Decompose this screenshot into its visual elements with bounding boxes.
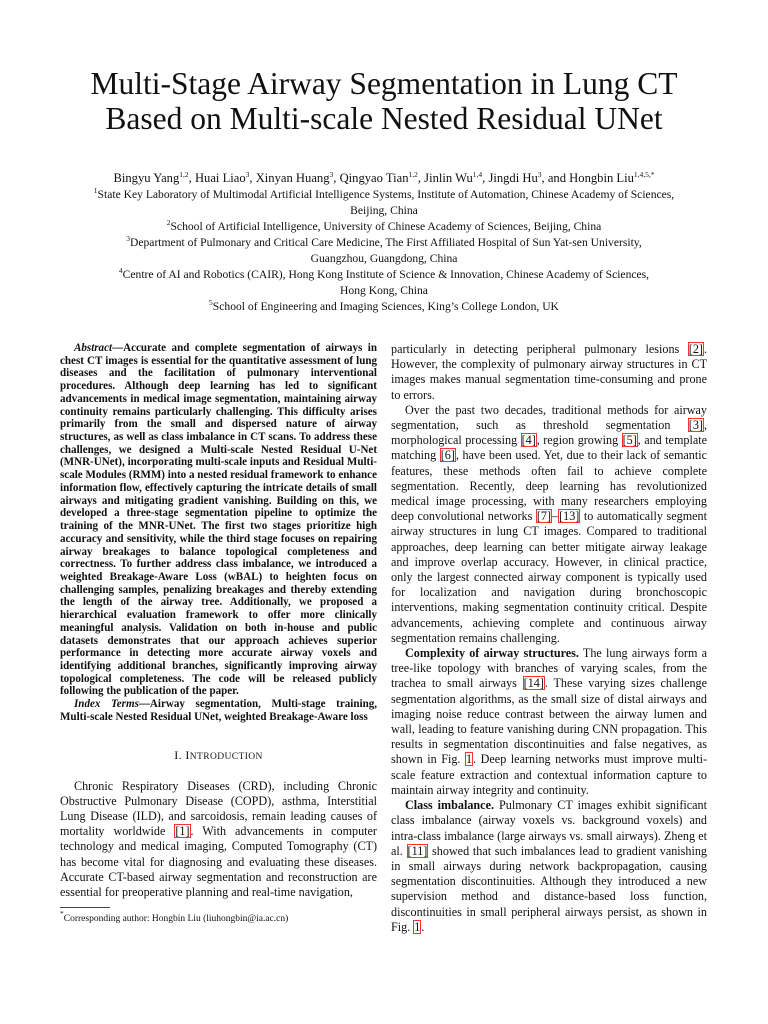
body-text: showed that such imbalances lead to gradient vanishing in small airways during network backpropagation, causing segmentation discontinuities. Although they introduced a new supervision method and distance-based loss function, discontinuities in small peripheral airways persist, as shown in Fig. xyxy=(391,843,707,934)
affiliation-text: Guangzhou, Guangdong, China xyxy=(310,251,458,265)
abstract xyxy=(60,342,377,698)
citation-link[interactable]: [3] xyxy=(688,418,703,433)
figure-link[interactable]: 1 xyxy=(466,752,473,767)
citation-link[interactable]: [5] xyxy=(622,433,637,448)
author-name: Bingyu Yang xyxy=(113,171,180,185)
body-text: . These varying sizes challenge segmentation algorithms, as the small size of distal airways and imaging noise reduce contrast between the airway lumen and wall, leading to feature vanishing during CNN propagation. This results in segmentation discontinuities and false negatives, as shown in Fig. xyxy=(391,676,707,767)
affiliation-text: Beijing, China xyxy=(350,203,418,217)
affiliation-text: School of Artificial Intelligence, University of Chinese Academy of Sciences, Beijing, China xyxy=(170,220,602,233)
author-list xyxy=(20,171,748,186)
left-column xyxy=(60,342,377,900)
author-separator: , and xyxy=(541,171,570,185)
affiliation-number: 4 xyxy=(118,266,123,275)
author-separator: , xyxy=(249,171,256,185)
index-terms-dash: — xyxy=(138,698,150,711)
paragraph-heading: Class imbalance. xyxy=(405,798,494,813)
abstract-dash: — xyxy=(112,342,124,354)
citation-link[interactable]: [14] xyxy=(523,676,544,691)
body-text: The lung airways form a tree-like topology with branches of varying scales, from the trachea to small airways xyxy=(391,646,707,691)
author-name: Jingdi Hu xyxy=(488,171,538,185)
author-affil-mark: 1,4,5,* xyxy=(633,170,655,179)
section-number: I. xyxy=(174,747,182,762)
author-name: Qingyao Tian xyxy=(339,171,409,185)
body-text: , morphological processing xyxy=(391,418,707,448)
citation-link[interactable]: [2] xyxy=(688,342,703,356)
abstract-text: Accurate and complete segmentation of airways in chest CT images is essential for the quantitative assessment of lung diseases and the facilitation of pulmonary interventional procedures. Although deep learning has led to significant advancements in medical image segmentation, maintaining airway continuity remains particularly challenging. This difficulty arises primarily from the small and dispersed nature of airway structures, as well as class imbalance in CT scans. To address these challenges, we designed a Multi-scale Nested Residual U-Net (MNR-UNet), incorporating multi-scale inputs and Residual Multi-scale Modules (RMM) into a nested residual framework to enhance information flow, effectively capturing the intricate details of small airways and mitigating gradient vanishing. Building on this, we developed a three-stage segmentation pipeline to optimize the training of the MNR-UNet. The first two stages prioritize high accuracy and sensitivity, while the third stage focuses on repairing airway breakages to balance topological completeness and correctness. To further address class imbalance, we introduced a weighted Breakage-Aware Loss (wBAL) to heighten focus on challenging samples, penalizing breakages and thereby extending the length of the airway tree. Additionally, we proposed a hierarchical evaluation framework to offer more clinically meaningful analysis. Validation on both in-house and public datasets demonstrates that our approach achieves superior performance in detecting more accurate airway voxels and identifying additional branches, significantly improving airway topological completeness. The code will be released publicly following the publication of the paper. xyxy=(60,342,377,698)
author-separator: , xyxy=(482,171,489,185)
citation-link[interactable]: [1] xyxy=(175,824,190,839)
author-affil-mark: 3 xyxy=(245,170,250,179)
affiliation-text: State Key Laboratory of Multimodal Artificial Intelligence Systems, Institute of Automation, Chinese Academy of Sciences, xyxy=(97,188,675,201)
author-affil-mark: 1,4 xyxy=(472,170,483,179)
body-text: , have been used. Yet, due to their lack of semantic features, these methods often fail to achieve complete segmentation. Recently, deep learning has revolutionized medical image processing, with many researchers employing deep convolutional networks xyxy=(391,448,707,524)
citation-range-dash: – xyxy=(552,509,559,524)
footnote-text: Corresponding author: Hongbin Liu (liuhongbin@ia.ac.cn) xyxy=(63,914,289,924)
intro-paragraph-2 xyxy=(391,403,707,646)
author-separator: , xyxy=(333,171,340,185)
intro-paragraph-1 xyxy=(60,779,377,901)
affiliation-text: Centre of AI and Robotics (CAIR), Hong Kong Institute of Science & Innovation, Chinese Academy of Sciences, xyxy=(122,268,650,281)
body-text: , region growing xyxy=(536,433,622,448)
intro-paragraph-3 xyxy=(391,646,707,798)
affiliation-2 xyxy=(30,219,738,235)
affiliation-number: 1 xyxy=(93,186,98,195)
author-name: Jinlin Wu xyxy=(424,171,473,185)
author-affil-mark: 3 xyxy=(537,170,542,179)
footnote xyxy=(60,909,377,925)
index-terms xyxy=(60,698,377,723)
intro-paragraph-4 xyxy=(391,798,707,935)
author-name: Huai Liao xyxy=(194,171,246,185)
figure-link[interactable]: 1 xyxy=(414,919,421,934)
citation-link[interactable]: [6] xyxy=(440,448,455,463)
author-affil-mark: 1,2 xyxy=(408,170,418,179)
body-text: Pulmonary CT images exhibit significant class imbalance (airway voxels vs. background voxels) and intra-class imbalance (large airways vs. small airways). Zheng et al. xyxy=(391,798,708,858)
intro-text: . With advancements in computer technology and medical imaging, Computed Tomography (CT) has become vital for diagnosing and evaluating these diseases. Accurate CT-based airway segmentation and reconstruction are essential for preoperative planning and real-time navigation, xyxy=(60,824,377,899)
affiliation-1 xyxy=(30,187,738,218)
index-terms-text: Airway segmentation, Multi-stage training, Multi-scale Nested Residual UNet, weighted Breakage-Aware loss xyxy=(60,698,377,723)
affiliation-3 xyxy=(30,235,738,266)
author-name: Xinyan Huang xyxy=(255,171,330,185)
author-affil-mark: 3 xyxy=(329,170,334,179)
affiliation-text: School of Engineering and Imaging Sciences, King’s College London, UK xyxy=(212,300,559,313)
citation-link[interactable]: [13] xyxy=(559,509,580,524)
intro-paragraph-1-continued xyxy=(391,342,707,403)
section-title-rest: NTRODUCTION xyxy=(189,751,263,762)
body-text: , and template matching xyxy=(391,433,707,463)
abstract-label: Abstract xyxy=(74,342,113,354)
affiliation-5 xyxy=(30,299,738,315)
affiliation-text: Department of Pulmonary and Critical Care Medicine, The First Affiliated Hospital of Sun Yat-sen University, xyxy=(129,236,642,249)
author-name: Hongbin Liu xyxy=(569,171,634,185)
title-line-1: Multi-Stage Airway Segmentation in Lung CT xyxy=(90,66,678,101)
author-separator: , xyxy=(188,171,195,185)
affiliation-4 xyxy=(30,267,738,298)
body-text: particularly in detecting peripheral pulmonary lesions xyxy=(391,342,688,356)
citation-link[interactable]: [4] xyxy=(521,433,536,448)
citation-link[interactable]: [7] xyxy=(536,509,552,524)
section-heading-introduction xyxy=(60,748,377,765)
body-text: Over the past two decades, traditional methods for airway segmentation, such as threshold segmentation xyxy=(391,402,707,433)
index-terms-label: Index Terms xyxy=(74,698,139,711)
title-line-2: Based on Multi-scale Nested Residual UNet xyxy=(105,101,663,136)
footnote-rule xyxy=(60,907,110,908)
affiliation-text: Hong Kong, China xyxy=(340,283,428,297)
author-separator: , xyxy=(417,171,425,185)
paragraph-heading: Complexity of airway structures. xyxy=(405,646,579,661)
section-title-initial: I xyxy=(185,747,190,762)
body-text: to automatically segment airway structures in lung CT images. Compared to traditional approaches, deep learning can better mitigate airway leakage and improve overlap accuracy. However, in clinical practice, only the largest connected airway component is typically used for localization and navigation during bronchoscopic interventions, making segmentation continuity critical. Despite advancements, achieving complete and continuous airway segmentation remains challenging. xyxy=(391,509,707,645)
citation-link[interactable]: [11] xyxy=(407,843,428,858)
intro-text: Chronic Respiratory Diseases (CRD), including Chronic Obstructive Pulmonary Disease (COPD), asthma, Interstitial Lung Disease (ILD), and sarcoidosis, remain leading causes of mortality worldwide xyxy=(60,778,377,839)
affiliation-number: 2 xyxy=(166,218,171,227)
author-affil-mark: 1,2 xyxy=(179,170,189,179)
body-text: . Deep learning networks must improve multi-scale feature extraction and contextual information capture to maintain airway integrity and continuity. xyxy=(391,752,707,797)
affiliation-number: 3 xyxy=(126,234,130,243)
affiliation-number: 5 xyxy=(209,298,213,307)
body-text: . xyxy=(421,919,425,934)
right-column xyxy=(391,342,707,935)
body-text: . However, the complexity of pulmonary airway structures in CT images makes manual segmentation time-consuming and prone to errors. xyxy=(391,342,707,402)
paper-title xyxy=(40,66,728,136)
footnote-mark: * xyxy=(60,909,64,918)
